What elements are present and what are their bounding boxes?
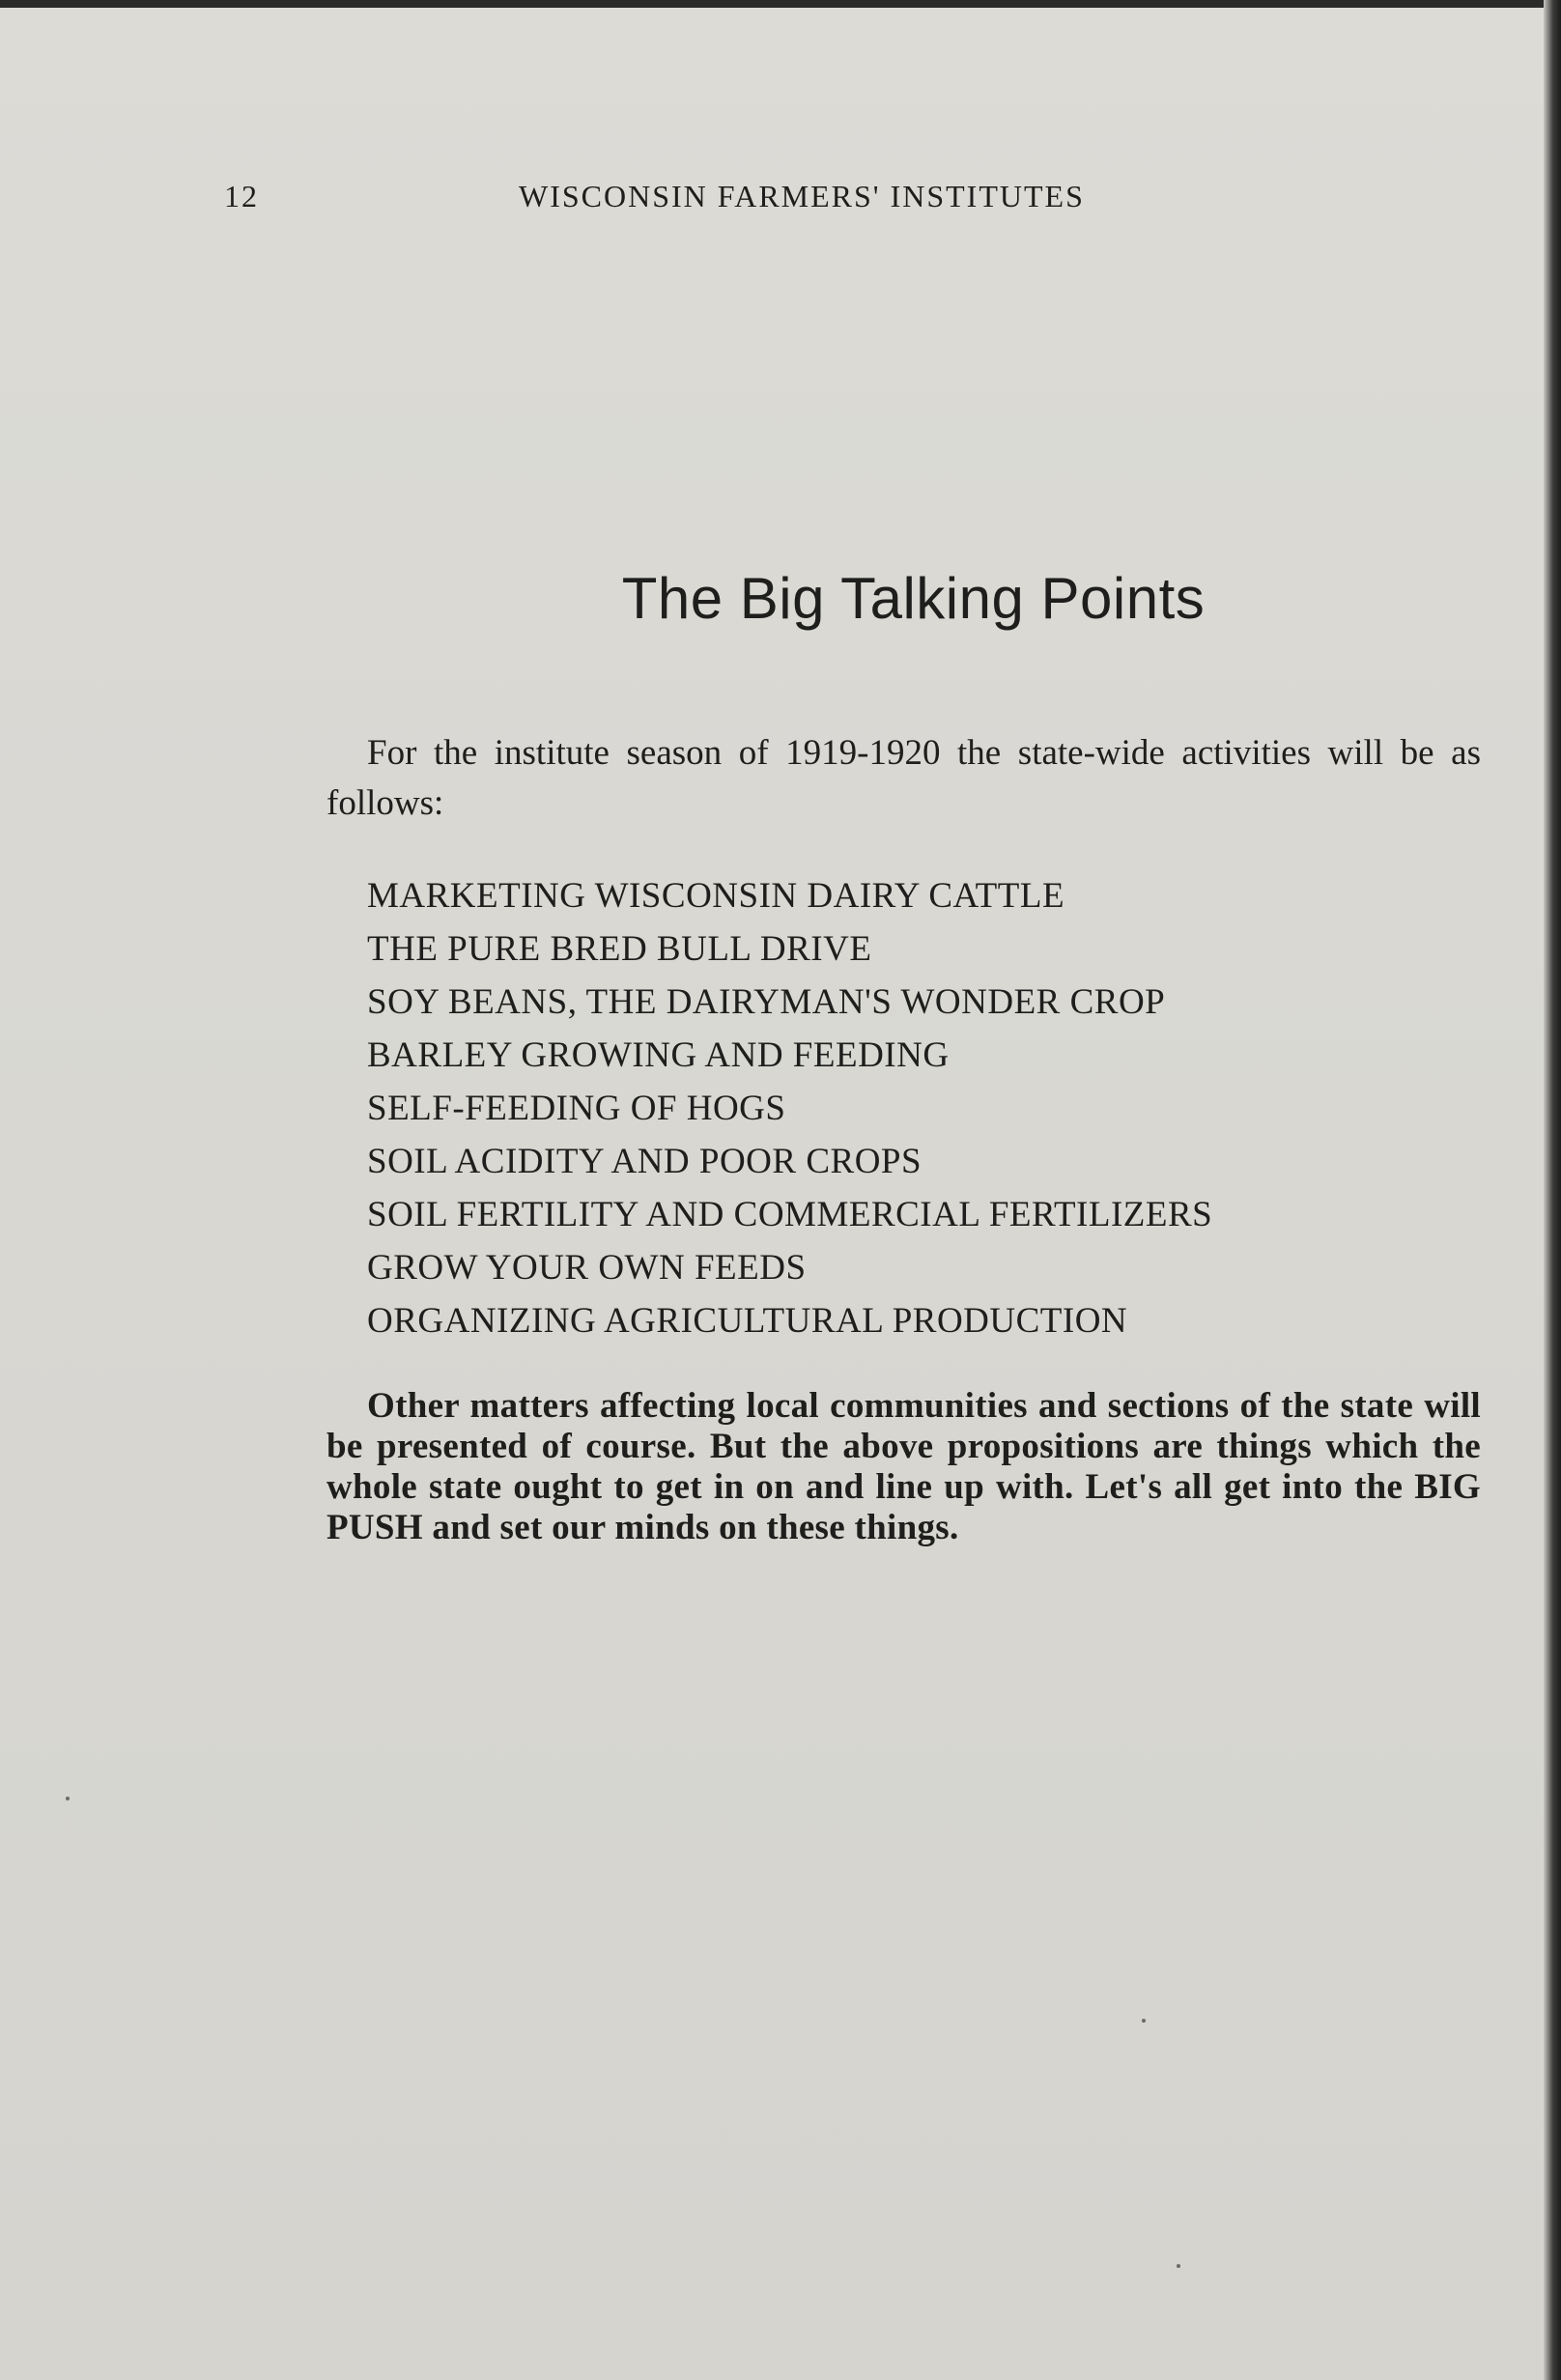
activities-list [367, 869, 1481, 1347]
activity-item: SOIL ACIDITY AND POOR CROPS [367, 1142, 922, 1181]
intro-paragraph: For the institute season of 1919-1920 the state-wide activities will be as follows: [326, 733, 1481, 823]
paper-speck [66, 1797, 70, 1800]
activity-item: ORGANIZING AGRICULTURAL PRODUCTION [367, 1301, 1128, 1341]
activity-item: MARKETING WISCONSIN DAIRY CATTLE [367, 876, 1065, 916]
page-top-edge [0, 0, 1561, 8]
activity-item: GROW YOUR OWN FEEDS [367, 1248, 807, 1288]
paper-speck [1177, 2264, 1180, 2268]
running-head [224, 179, 1190, 227]
page-number: 12 [224, 179, 259, 213]
activity-item: SOIL FERTILITY AND COMMERCIAL FERTILIZERS [367, 1195, 1213, 1234]
paper-speck [1142, 2019, 1146, 2023]
closing-paragraph: Other matters affecting local communities and sections of the state will be presented of course. But the above propositions are things which the whole state ought to get in on and line up with. Let's all get into the BIG PUSH and set our minds on these things. [326, 1386, 1481, 1547]
article [326, 565, 1481, 1548]
activity-item: SELF-FEEDING OF HOGS [367, 1089, 786, 1128]
activity-item: BARLEY GROWING AND FEEDING [367, 1035, 950, 1075]
activity-item: THE PURE BRED BULL DRIVE [367, 929, 872, 969]
page-binding-edge [1544, 0, 1561, 2380]
activity-item: SOY BEANS, THE DAIRYMAN'S WONDER CROP [367, 982, 1166, 1022]
article-title: The Big Talking Points [621, 566, 1206, 631]
running-title: WISCONSIN FARMERS' INSTITUTES [519, 179, 1085, 213]
